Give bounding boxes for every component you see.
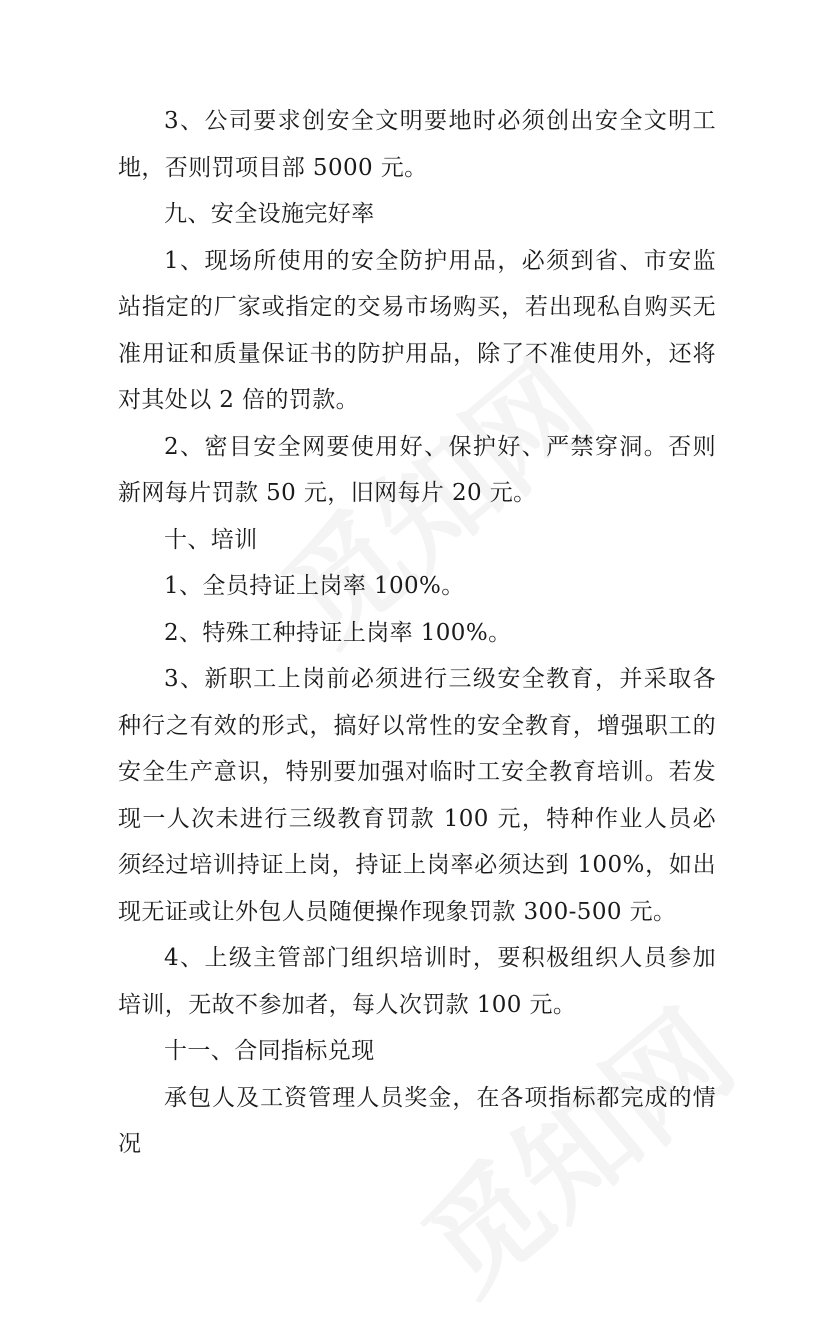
paragraph-clause-9-1-protective-gear: 1、现场所使用的安全防护用品，必须到省、市安监站指定的厂家或指定的交易市场购买，若出现私自购买无准用证和质量保证书的防护用品，除了不准使用外，还将对其处以 2 倍的罚款。 (118, 247, 716, 413)
section-heading-10-training: 十、培训 (164, 526, 258, 553)
section-heading-11-contract-indicators: 十一、合同指标兑现 (164, 1038, 375, 1064)
paragraph-clause-10-3-new-staff-education: 3、新职工上岗前必须进行三级安全教育，并采取各种行之有效的形式，搞好以常性的安全教育，增强职工的安全生产意识，特别要加强对临时工安全教育培训。若发现一人次未进行三级教育罚款 100 元，特种作业人员必须经过培训持证上岗，持证上岗率必须达到 100%，如出现无证或让外包人员随便操作现象罚款 300-500 元。 (118, 666, 716, 925)
paragraph-contract-bonus: 承包人及工资管理人员奖金，在各项指标都完成的情况 (118, 1084, 716, 1157)
paragraph-clause-10-2-special-trades: 2、特殊工种持证上岗率 100%。 (164, 619, 512, 646)
section-heading-9-safety-facilities: 九、安全设施完好率 (164, 201, 375, 227)
paragraph-clause-9-2-safety-net: 2、密目安全网要使用好、保护好、严禁穿洞。否则新网每片罚款 50 元，旧网每片 20 元。 (118, 433, 716, 506)
paragraph-clause-10-4-training-attendance: 4、上级主管部门组织培训时，要积极组织人员参加培训，无故不参加者，每人次罚款 100 元。 (118, 945, 716, 1018)
paragraph-clause-10-1-certification: 1、全员持证上岗率 100%。 (164, 573, 465, 599)
paragraph-clause-3-civilized-site: 3、公司要求创安全文明要地时必须创出安全文明工地，否则罚项目部 5000 元。 (118, 108, 716, 181)
document-body (118, 98, 716, 1168)
